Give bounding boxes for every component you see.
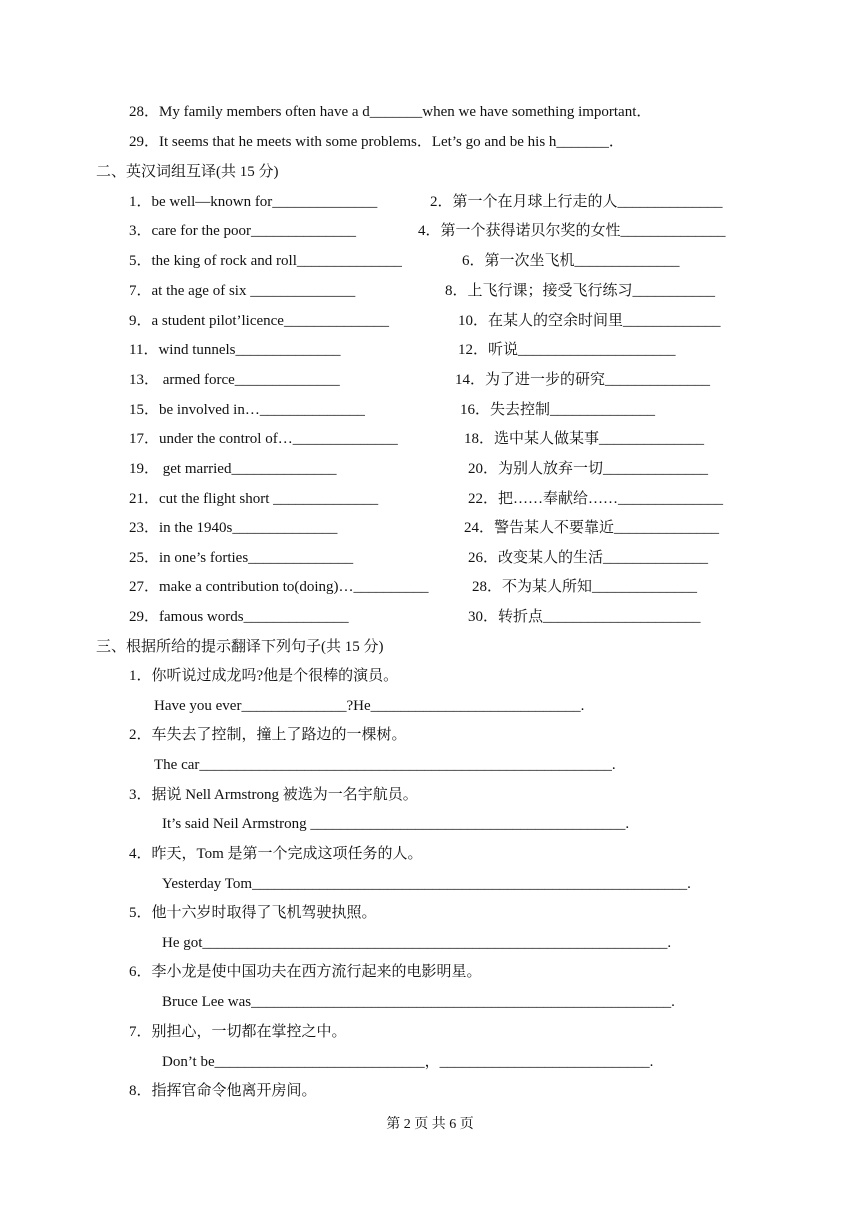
sentence-prompt: 4．昨天，Tom 是第一个完成这项任务的人。 bbox=[129, 846, 423, 862]
sentence-prompt: 1．你听说过成龙吗?他是个很棒的演员。 bbox=[129, 668, 399, 684]
phrase-right: 8．上飞行课；接受飞行练习___________ bbox=[445, 283, 716, 299]
phrase-left: 15．be involved in…______________ bbox=[129, 402, 365, 418]
phrase-left: 23．in the 1940s______________ bbox=[129, 520, 338, 536]
phrase-right: 10．在某人的空余时间里_____________ bbox=[458, 313, 721, 329]
phrase-right: 22．把……奉献给……______________ bbox=[468, 491, 724, 507]
phrase-left: 11．wind tunnels______________ bbox=[129, 342, 341, 358]
phrase-right: 30．转折点_____________________ bbox=[468, 609, 701, 625]
phrase-left: 25．in one’s forties______________ bbox=[129, 550, 354, 566]
phrase-left: 3．care for the poor______________ bbox=[129, 223, 357, 239]
question-29: 29．It seems that he meets with some problems．Let’s go and be his h_______． bbox=[129, 134, 624, 150]
phrase-right: 26．改变某人的生活______________ bbox=[468, 550, 709, 566]
phrase-left: 1．be well—known for______________ bbox=[129, 194, 378, 210]
sentence-answer-line: Yesterday Tom__________________________________________________________. bbox=[162, 876, 691, 892]
sentence-prompt: 5．他十六岁时取得了飞机驾驶执照。 bbox=[129, 905, 377, 921]
section-3-heading: 三、根据所给的提示翻译下列句子(共 15 分) bbox=[96, 639, 384, 655]
sentence-prompt: 7．别担心，一切都在掌控之中。 bbox=[129, 1024, 347, 1040]
sentence-answer-line: Have you ever______________?He____________________________. bbox=[154, 698, 585, 714]
phrase-right: 14．为了进一步的研究______________ bbox=[455, 372, 711, 388]
sentence-prompt: 3．据说 Nell Armstrong 被选为一名宇航员。 bbox=[129, 787, 418, 803]
phrase-left: 21．cut the flight short ______________ bbox=[129, 491, 379, 507]
page-footer: 第 2 页 共 6 页 bbox=[386, 1117, 474, 1132]
phrase-right: 16．失去控制______________ bbox=[460, 402, 656, 418]
phrase-right: 6．第一次坐飞机______________ bbox=[462, 253, 680, 269]
phrase-right: 18．选中某人做某事______________ bbox=[464, 431, 705, 447]
sentence-answer-line: The car_______________________________________________________. bbox=[154, 757, 616, 773]
phrase-left: 9．a student pilot’licence______________ bbox=[129, 313, 389, 329]
phrase-right: 12．听说_____________________ bbox=[458, 342, 676, 358]
phrase-right: 2．第一个在月球上行走的人______________ bbox=[430, 194, 723, 210]
section-2-heading: 二、英汉词组互译(共 15 分) bbox=[96, 164, 279, 180]
question-28: 28．My family members often have a d_______when we have something important． bbox=[129, 104, 652, 120]
sentence-prompt: 6．李小龙是使中国功夫在西方流行起来的电影明星。 bbox=[129, 964, 482, 980]
sentence-answer-line: It’s said Neil Armstrong __________________________________________. bbox=[162, 816, 630, 832]
phrase-left: 27．make a contribution to(doing)…__________ bbox=[129, 579, 429, 595]
phrase-left: 29．famous words______________ bbox=[129, 609, 349, 625]
sentence-answer-line: Don’t be____________________________，____________________________. bbox=[162, 1054, 654, 1070]
sentence-prompt: 8．指挥官命令他离开房间。 bbox=[129, 1083, 317, 1099]
phrase-left: 19． get married______________ bbox=[129, 461, 337, 477]
phrase-right: 4．第一个获得诺贝尔奖的女性______________ bbox=[418, 223, 726, 239]
phrase-right: 28．不为某人所知______________ bbox=[472, 579, 698, 595]
phrase-left: 17．under the control of…______________ bbox=[129, 431, 398, 447]
phrase-left: 13． armed force______________ bbox=[129, 372, 340, 388]
phrase-left: 7．at the age of six ______________ bbox=[129, 283, 356, 299]
sentence-prompt: 2．车失去了控制，撞上了路边的一棵树。 bbox=[129, 727, 407, 743]
phrase-right: 20．为别人放弃一切______________ bbox=[468, 461, 709, 477]
sentence-answer-line: Bruce Lee was________________________________________________________. bbox=[162, 994, 675, 1010]
phrase-left: 5．the king of rock and roll______________ bbox=[129, 253, 402, 269]
sentence-answer-line: He got______________________________________________________________. bbox=[162, 935, 672, 951]
phrase-right: 24．警告某人不要靠近______________ bbox=[464, 520, 720, 536]
